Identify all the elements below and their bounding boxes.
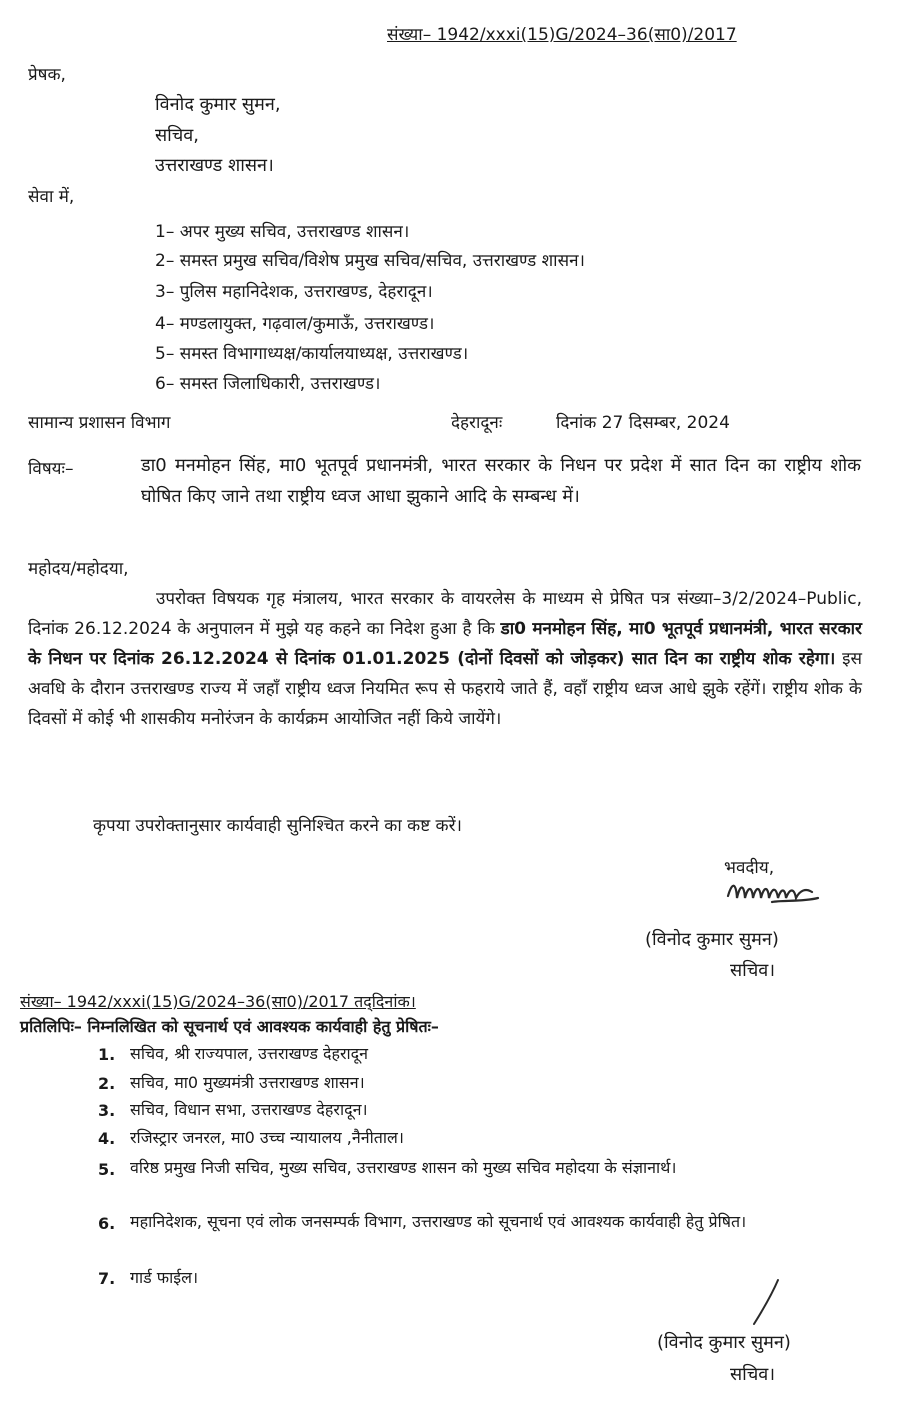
- recipient-item: 6– समस्त जिलाधिकारी, उत्तराखण्ड।: [155, 374, 381, 394]
- cc-item-number: 7.: [98, 1269, 116, 1288]
- cc-item-number: 3.: [98, 1101, 116, 1120]
- cc-item-number: 4.: [98, 1129, 116, 1148]
- closing-name: (विनोद कुमार सुमन): [645, 929, 779, 950]
- cc-item-number: 6.: [98, 1214, 116, 1233]
- closing-designation: सचिव।: [730, 960, 776, 981]
- subject-text: डा0 मनमोहन सिंह, मा0 भूतपूर्व प्रधानमंत्री, भारत सरकार के निधन पर प्रदेश में सात दिन का राष्ट्रीय शोक घोषित किए जाने तथा राष्ट्रीय ध्वज आधा झुकाने आदि के सम्बन्ध में।: [141, 455, 861, 507]
- recipient-item: 1– अपर मुख्य सचिव, उत्तराखण्ड शासन।: [155, 222, 410, 242]
- salutation: महोदय/महोदया,: [28, 559, 129, 579]
- cc-item: सचिव, श्री राज्यपाल, उत्तराखण्ड देहरादून: [130, 1044, 369, 1063]
- sender-office: उत्तराखण्ड शासन।: [155, 155, 274, 176]
- reference-number: संख्या– 1942/xxxi(15)G/2024–36(सा0)/2017: [387, 25, 737, 45]
- closing2-designation: सचिव।: [730, 1364, 776, 1385]
- cc-item: सचिव, विधान सभा, उत्तराखण्ड देहरादून।: [130, 1100, 368, 1119]
- body-text-bold: डा0 मनमोहन सिंह, मा0 भूतपूर्व प्रधानमंत्री, भारत सरकार के निधन पर दिनांक 26.12.2024 से दिनांक 01.01.2025 (दोनों दिवसों को जोड़कर) सात दिन का राष्ट्रीय शोक रहेगा।: [28, 619, 862, 669]
- cc-item: महानिदेशक, सूचना एवं लोक जनसम्पर्क विभाग, उत्तराखण्ड को सूचनार्थ एवं आवश्यक कार्यवाही हेतु प्रेषित।: [130, 1212, 747, 1231]
- closing2-name: (विनोद कुमार सुमन): [657, 1332, 791, 1353]
- closing-yours: भवदीय,: [724, 858, 775, 878]
- sender-label: प्रेषक,: [28, 65, 66, 85]
- copy-reference: संख्या– 1942/xxxi(15)G/2024–36(सा0)/2017 तद्‌दिनांक।: [20, 992, 416, 1011]
- signature-scribble: [722, 876, 822, 908]
- body-text-part3: इस अवधि के दौरान उत्तराखण्ड राज्य में जहाँ राष्ट्रीय ध्वज नियमित रूप से फहराये जाते हैं, वहाँ राष्ट्रीय ध्वज आधे झुके रहेंगें। राष्ट्रीय शोक के दिवसों में कोई भी शासकीय मनोरंजन के कार्यक्रम आयोजित नहीं किये जायेंगे।: [28, 649, 862, 729]
- cc-item-number: 2.: [98, 1074, 116, 1093]
- recipient-item: 5– समस्त विभागाध्यक्ष/कार्यालयाध्यक्ष, उत्तराखण्ड।: [155, 344, 469, 364]
- department: सामान्य प्रशासन विभाग: [28, 413, 171, 433]
- cc-item: वरिष्ठ प्रमुख निजी सचिव, मुख्य सचिव, उत्तराखण्ड शासन को मुख्य सचिव महोदया के संज्ञानार्थ।: [130, 1158, 677, 1177]
- cc-item: गार्ड फाईल।: [130, 1268, 199, 1287]
- cc-item-number: 1.: [98, 1045, 116, 1064]
- recipient-item: 4– मण्डलायुक्त, गढ़वाल/कुमाऊँ, उत्तराखण्ड।: [155, 314, 435, 334]
- recipients-label: सेवा में,: [28, 187, 75, 207]
- cc-item-number: 5.: [98, 1160, 116, 1179]
- copy-label: प्रतिलिपिः– निम्नलिखित को सूचनार्थ एवं आवश्यक कार्यवाही हेतु प्रेषितः–: [20, 1017, 439, 1036]
- subject-label: विषयः–: [28, 459, 74, 479]
- signature-stroke: [748, 1276, 784, 1328]
- place: देहरादूनः: [451, 413, 503, 433]
- letter-date: दिनांक 27 दिसम्बर, 2024: [556, 413, 730, 433]
- recipient-item: 2– समस्त प्रमुख सचिव/विशेष प्रमुख सचिव/सचिव, उत्तराखण्ड शासन।: [155, 251, 585, 271]
- recipient-item: 3– पुलिस महानिदेशक, उत्तराखण्ड, देहरादून।: [155, 282, 433, 302]
- cc-item: रजिस्ट्रार जनरल, मा0 उच्च न्यायालय ,नैनीताल।: [130, 1128, 404, 1147]
- body-text-part1: उपरोक्त विषयक गृह मंत्रालय, भारत सरकार के वायरलेस के माध्यम से प्रेषित पत्र संख्या–3/2/2024–Public, दिनांक 26.12.2024 के अनुपालन में मुझे यह कहने का निदेश हुआ है कि: [28, 589, 862, 639]
- request-line: कृपया उपरोक्तानुसार कार्यवाही सुनिश्चित करने का कष्ट करें।: [93, 816, 463, 836]
- body-paragraph: [28, 584, 862, 734]
- sender-designation: सचिव,: [155, 125, 199, 146]
- sender-name: विनोद कुमार सुमन,: [155, 94, 281, 115]
- cc-item: सचिव, मा0 मुख्यमंत्री उत्तराखण्ड शासन।: [130, 1073, 365, 1092]
